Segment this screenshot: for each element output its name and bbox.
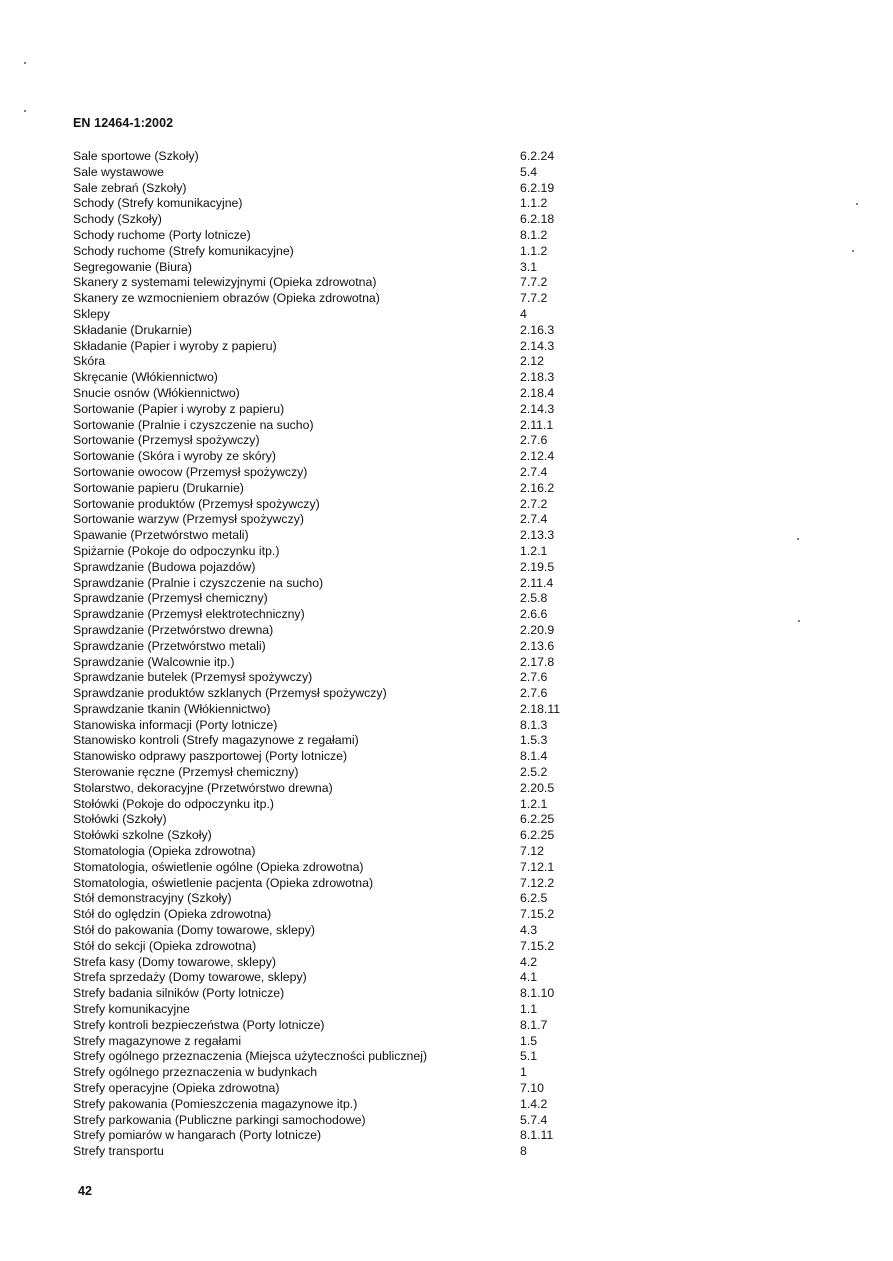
index-entry — [73, 1002, 593, 1018]
index-entry — [73, 449, 593, 465]
index-reference: 8.1.10 — [520, 986, 555, 1001]
scan-speck — [797, 538, 799, 540]
index-reference: 1.1 — [520, 1002, 538, 1017]
index-entry — [73, 260, 593, 276]
index-term: Strefy komunikacyjne — [73, 1002, 190, 1017]
index-term: Sortowanie warzyw (Przemysł spożywczy) — [73, 512, 304, 527]
index-entry — [73, 370, 593, 386]
index-term: Sortowanie (Przemysł spożywczy) — [73, 433, 260, 448]
index-entry — [73, 1128, 593, 1144]
index-term: Spiżarnie (Pokoje do odpoczynku itp.) — [73, 543, 280, 558]
index-term: Sprawdzanie (Przetwórstwo metali) — [73, 638, 266, 653]
index-entry — [73, 702, 593, 718]
index-term: Stolarstwo, dekoracyjne (Przetwórstwo drewna) — [73, 780, 333, 795]
index-reference: 6.2.19 — [520, 180, 555, 195]
index-reference: 2.18.4 — [520, 385, 555, 400]
index-term: Strefy parkowania (Publiczne parkingi samochodowe) — [73, 1112, 366, 1127]
index-entry — [73, 907, 593, 923]
index-entry — [73, 1049, 593, 1065]
index-reference: 2.19.5 — [520, 559, 555, 574]
index-reference: 8.1.7 — [520, 1017, 548, 1032]
index-entry — [73, 418, 593, 434]
document-header: EN 12464-1:2002 — [73, 116, 174, 130]
index-term: Sortowanie papieru (Drukarnie) — [73, 480, 244, 495]
index-entry — [73, 812, 593, 828]
index-reference: 2.12 — [520, 354, 544, 369]
index-reference: 6.2.24 — [520, 149, 555, 163]
index-entry — [73, 497, 593, 513]
index-term: Stół do sekcji (Opieka zdrowotna) — [73, 938, 257, 953]
index-term: Skanery z systemami telewizyjnymi (Opieka zdrowotna) — [73, 275, 377, 290]
index-reference: 2.16.2 — [520, 480, 555, 495]
index-term: Schody (Strefy komunikacyjne) — [73, 196, 243, 211]
index-term: Strefy pakowania (Pomieszczenia magazynowe itp.) — [73, 1096, 358, 1111]
index-term: Schody ruchome (Strefy komunikacyjne) — [73, 243, 294, 258]
index-term: Stołówki (Pokoje do odpoczynku itp.) — [73, 796, 274, 811]
index-entry — [73, 860, 593, 876]
index-reference: 2.18.3 — [520, 370, 555, 385]
index-term: Stanowiska informacji (Porty lotnicze) — [73, 717, 278, 732]
index-entry — [73, 1113, 593, 1129]
index-entry — [73, 323, 593, 339]
index-reference: 2.16.3 — [520, 322, 555, 337]
index-term: Składanie (Papier i wyroby z papieru) — [73, 338, 277, 353]
index-reference: 1.1.2 — [520, 196, 548, 211]
index-term: Sprawdzanie (Przemysł elektrotechniczny) — [73, 607, 305, 622]
index-entry — [73, 986, 593, 1002]
index-entry — [73, 544, 593, 560]
index-term: Sprawdzanie (Walcownie itp.) — [73, 654, 235, 669]
index-reference: 2.11.4 — [520, 575, 554, 590]
index-entry — [73, 718, 593, 734]
index-term: Sprawdzanie butelek (Przemysł spożywczy) — [73, 670, 313, 685]
index-term: Skóra — [73, 354, 106, 369]
index-reference: 2.7.2 — [520, 496, 548, 511]
index-entry — [73, 212, 593, 228]
index-term: Sale zebrań (Szkoły) — [73, 180, 187, 195]
index-entry — [73, 402, 593, 418]
index-term: Sprawdzanie produktów szklanych (Przemysł spożywczy) — [73, 686, 387, 701]
index-term: Sortowanie (Skóra i wyroby ze skóry) — [73, 449, 276, 464]
index-term: Strefy operacyjne (Opieka zdrowotna) — [73, 1081, 280, 1096]
index-term: Sterowanie ręczne (Przemysł chemiczny) — [73, 765, 299, 780]
index-reference: 8.1.11 — [520, 1128, 554, 1143]
index-term: Strefy transportu — [73, 1144, 164, 1159]
index-reference: 2.13.6 — [520, 638, 555, 653]
index-reference: 6.2.18 — [520, 212, 555, 227]
index-entry — [73, 481, 593, 497]
index-entry — [73, 149, 593, 165]
index-entry — [73, 386, 593, 402]
index-entry — [73, 828, 593, 844]
index-term: Strefy badania silników (Porty lotnicze) — [73, 986, 285, 1001]
index-entry — [73, 876, 593, 892]
index-entry — [73, 891, 593, 907]
index-reference: 2.7.6 — [520, 433, 548, 448]
index-entry — [73, 797, 593, 813]
index-entry — [73, 655, 593, 671]
index-entry — [73, 1144, 593, 1160]
index-entry — [73, 181, 593, 197]
index-term: Sprawdzanie (Pralnie i czyszczenie na sucho) — [73, 575, 324, 590]
index-reference: 2.5.8 — [520, 591, 548, 606]
index-entry — [73, 749, 593, 765]
index-reference: 7.12 — [520, 844, 544, 859]
index-entry — [73, 781, 593, 797]
index-entry — [73, 1034, 593, 1050]
index-reference: 2.20.9 — [520, 622, 555, 637]
scan-speck — [24, 110, 26, 112]
index-entry — [73, 244, 593, 260]
index-entry — [73, 623, 593, 639]
index-entry — [73, 512, 593, 528]
index-entry — [73, 670, 593, 686]
index-reference: 8.1.3 — [520, 717, 548, 732]
index-entry — [73, 765, 593, 781]
index-term: Stanowisko kontroli (Strefy magazynowe z regałami) — [73, 733, 359, 748]
index-term: Strefa sprzedaży (Domy towarowe, sklepy) — [73, 970, 307, 985]
index-reference: 2.6.6 — [520, 607, 548, 622]
index-reference: 1.2.1 — [520, 796, 548, 811]
index-reference: 2.11.1 — [520, 417, 554, 432]
index-reference: 4.2 — [520, 954, 538, 969]
index-term: Stomatologia (Opieka zdrowotna) — [73, 844, 256, 859]
index-term: Skanery ze wzmocnieniem obrazów (Opieka zdrowotna) — [73, 291, 380, 306]
index-term: Stół demonstracyjny (Szkoły) — [73, 891, 232, 906]
index-reference: 2.14.3 — [520, 401, 555, 416]
index-reference: 7.15.2 — [520, 938, 555, 953]
index-entry — [73, 228, 593, 244]
index-term: Sortowanie owocow (Przemysł spożywczy) — [73, 464, 308, 479]
index-term: Sortowanie (Pralnie i czyszczenie na sucho) — [73, 417, 314, 432]
index-reference: 1.4.2 — [520, 1096, 548, 1111]
index-reference: 7.12.2 — [520, 875, 555, 890]
index-entry — [73, 1018, 593, 1034]
index-reference: 8 — [520, 1144, 527, 1159]
index-entry — [73, 955, 593, 971]
index-reference: 5.7.4 — [520, 1112, 548, 1127]
index-reference: 5.4 — [520, 164, 538, 179]
index-entry — [73, 1097, 593, 1113]
index-term: Stomatologia, oświetlenie pacjenta (Opieka zdrowotna) — [73, 875, 374, 890]
index-reference: 1.1.2 — [520, 243, 548, 258]
index-entry — [73, 607, 593, 623]
index-term: Schody (Szkoły) — [73, 212, 162, 227]
index-reference: 2.7.4 — [520, 464, 548, 479]
index-reference: 1.2.1 — [520, 543, 548, 558]
index-reference: 2.17.8 — [520, 654, 555, 669]
index-reference: 2.7.6 — [520, 686, 548, 701]
index-entry — [73, 339, 593, 355]
index-entry — [73, 639, 593, 655]
index-reference: 7.10 — [520, 1081, 544, 1096]
index-entry — [73, 433, 593, 449]
index-reference: 2.20.5 — [520, 780, 555, 795]
index-reference: 1 — [520, 1065, 527, 1080]
index-entry — [73, 165, 593, 181]
index-reference: 4.1 — [520, 970, 538, 985]
index-term: Schody ruchome (Porty lotnicze) — [73, 227, 251, 242]
index-reference: 7.7.2 — [520, 275, 548, 290]
index-reference: 2.12.4 — [520, 449, 555, 464]
index-reference: 7.12.1 — [520, 859, 555, 874]
page-number: 42 — [78, 1184, 92, 1198]
index-reference: 8.1.2 — [520, 227, 548, 242]
scan-speck — [24, 62, 26, 64]
index-term: Sprawdzanie (Budowa pojazdów) — [73, 559, 256, 574]
index-entry — [73, 275, 593, 291]
index-reference: 1.5.3 — [520, 733, 548, 748]
index-entry — [73, 591, 593, 607]
index-reference: 6.2.25 — [520, 812, 555, 827]
index-term: Strefy kontroli bezpieczeństwa (Porty lotnicze) — [73, 1017, 325, 1032]
index-entry — [73, 465, 593, 481]
index-entry — [73, 970, 593, 986]
index-entry — [73, 1081, 593, 1097]
index-term: Sale sportowe (Szkoły) — [73, 149, 199, 163]
index-reference: 4 — [520, 306, 527, 321]
index-term: Stomatologia, oświetlenie ogólne (Opieka zdrowotna) — [73, 859, 364, 874]
index-term: Sortowanie produktów (Przemysł spożywczy) — [73, 496, 320, 511]
index-term: Strefy ogólnego przeznaczenia w budynkach — [73, 1065, 318, 1080]
index-reference: 8.1.4 — [520, 749, 548, 764]
index-reference: 6.2.5 — [520, 891, 548, 906]
index-term: Stanowisko odprawy paszportowej (Porty lotnicze) — [73, 749, 348, 764]
index-reference: 4.3 — [520, 923, 538, 938]
index-term: Strefa kasy (Domy towarowe, sklepy) — [73, 954, 276, 969]
index-reference: 3.1 — [520, 259, 538, 274]
index-reference: 7.7.2 — [520, 291, 548, 306]
index-term: Spawanie (Przetwórstwo metali) — [73, 528, 249, 543]
index-term: Sortowanie (Papier i wyroby z papieru) — [73, 401, 285, 416]
index-entry — [73, 291, 593, 307]
index-reference: 1.5 — [520, 1033, 538, 1048]
scan-speck — [852, 250, 854, 252]
index-entry — [73, 528, 593, 544]
index-entry — [73, 354, 593, 370]
index-term: Sklepy — [73, 306, 110, 321]
index-term: Strefy magazynowe z regałami — [73, 1033, 242, 1048]
index-term: Sale wystawowe — [73, 164, 164, 179]
index-entry — [73, 576, 593, 592]
index-term: Stół do oględzin (Opieka zdrowotna) — [73, 907, 272, 922]
index-entry — [73, 196, 593, 212]
index-entry — [73, 560, 593, 576]
index-reference: 2.13.3 — [520, 528, 555, 543]
index-entry — [73, 923, 593, 939]
index-term: Segregowanie (Biura) — [73, 259, 192, 274]
index-reference: 2.7.6 — [520, 670, 548, 685]
index-entry — [73, 1065, 593, 1081]
index-term: Stół do pakowania (Domy towarowe, sklepy) — [73, 923, 315, 938]
index-term: Skręcanie (Włókiennictwo) — [73, 370, 218, 385]
index-entry — [73, 844, 593, 860]
index-reference: 6.2.25 — [520, 828, 555, 843]
index-term: Stołówki szkolne (Szkoły) — [73, 828, 212, 843]
index-term: Sprawdzanie (Przetwórstwo drewna) — [73, 622, 274, 637]
index-reference: 7.15.2 — [520, 907, 555, 922]
index-reference: 5.1 — [520, 1049, 538, 1064]
scan-speck — [856, 203, 858, 205]
index-term: Snucie osnów (Włókiennictwo) — [73, 385, 240, 400]
index-entry — [73, 939, 593, 955]
index-term: Strefy ogólnego przeznaczenia (Miejsca użyteczności publicznej) — [73, 1049, 428, 1064]
index-entry — [73, 686, 593, 702]
index-reference: 2.18.11 — [520, 701, 561, 716]
index-reference: 2.14.3 — [520, 338, 555, 353]
index-reference: 2.5.2 — [520, 765, 548, 780]
index-reference: 2.7.4 — [520, 512, 548, 527]
index-term: Strefy pomiarów w hangarach (Porty lotnicze) — [73, 1128, 322, 1143]
index-term: Sprawdzanie tkanin (Włókiennictwo) — [73, 701, 271, 716]
index-term: Składanie (Drukarnie) — [73, 322, 192, 337]
scan-speck — [798, 620, 800, 622]
index-entry — [73, 307, 593, 323]
index-term: Stołówki (Szkoły) — [73, 812, 167, 827]
index-list — [73, 149, 593, 1160]
index-term: Sprawdzanie (Przemysł chemiczny) — [73, 591, 268, 606]
index-entry — [73, 733, 593, 749]
